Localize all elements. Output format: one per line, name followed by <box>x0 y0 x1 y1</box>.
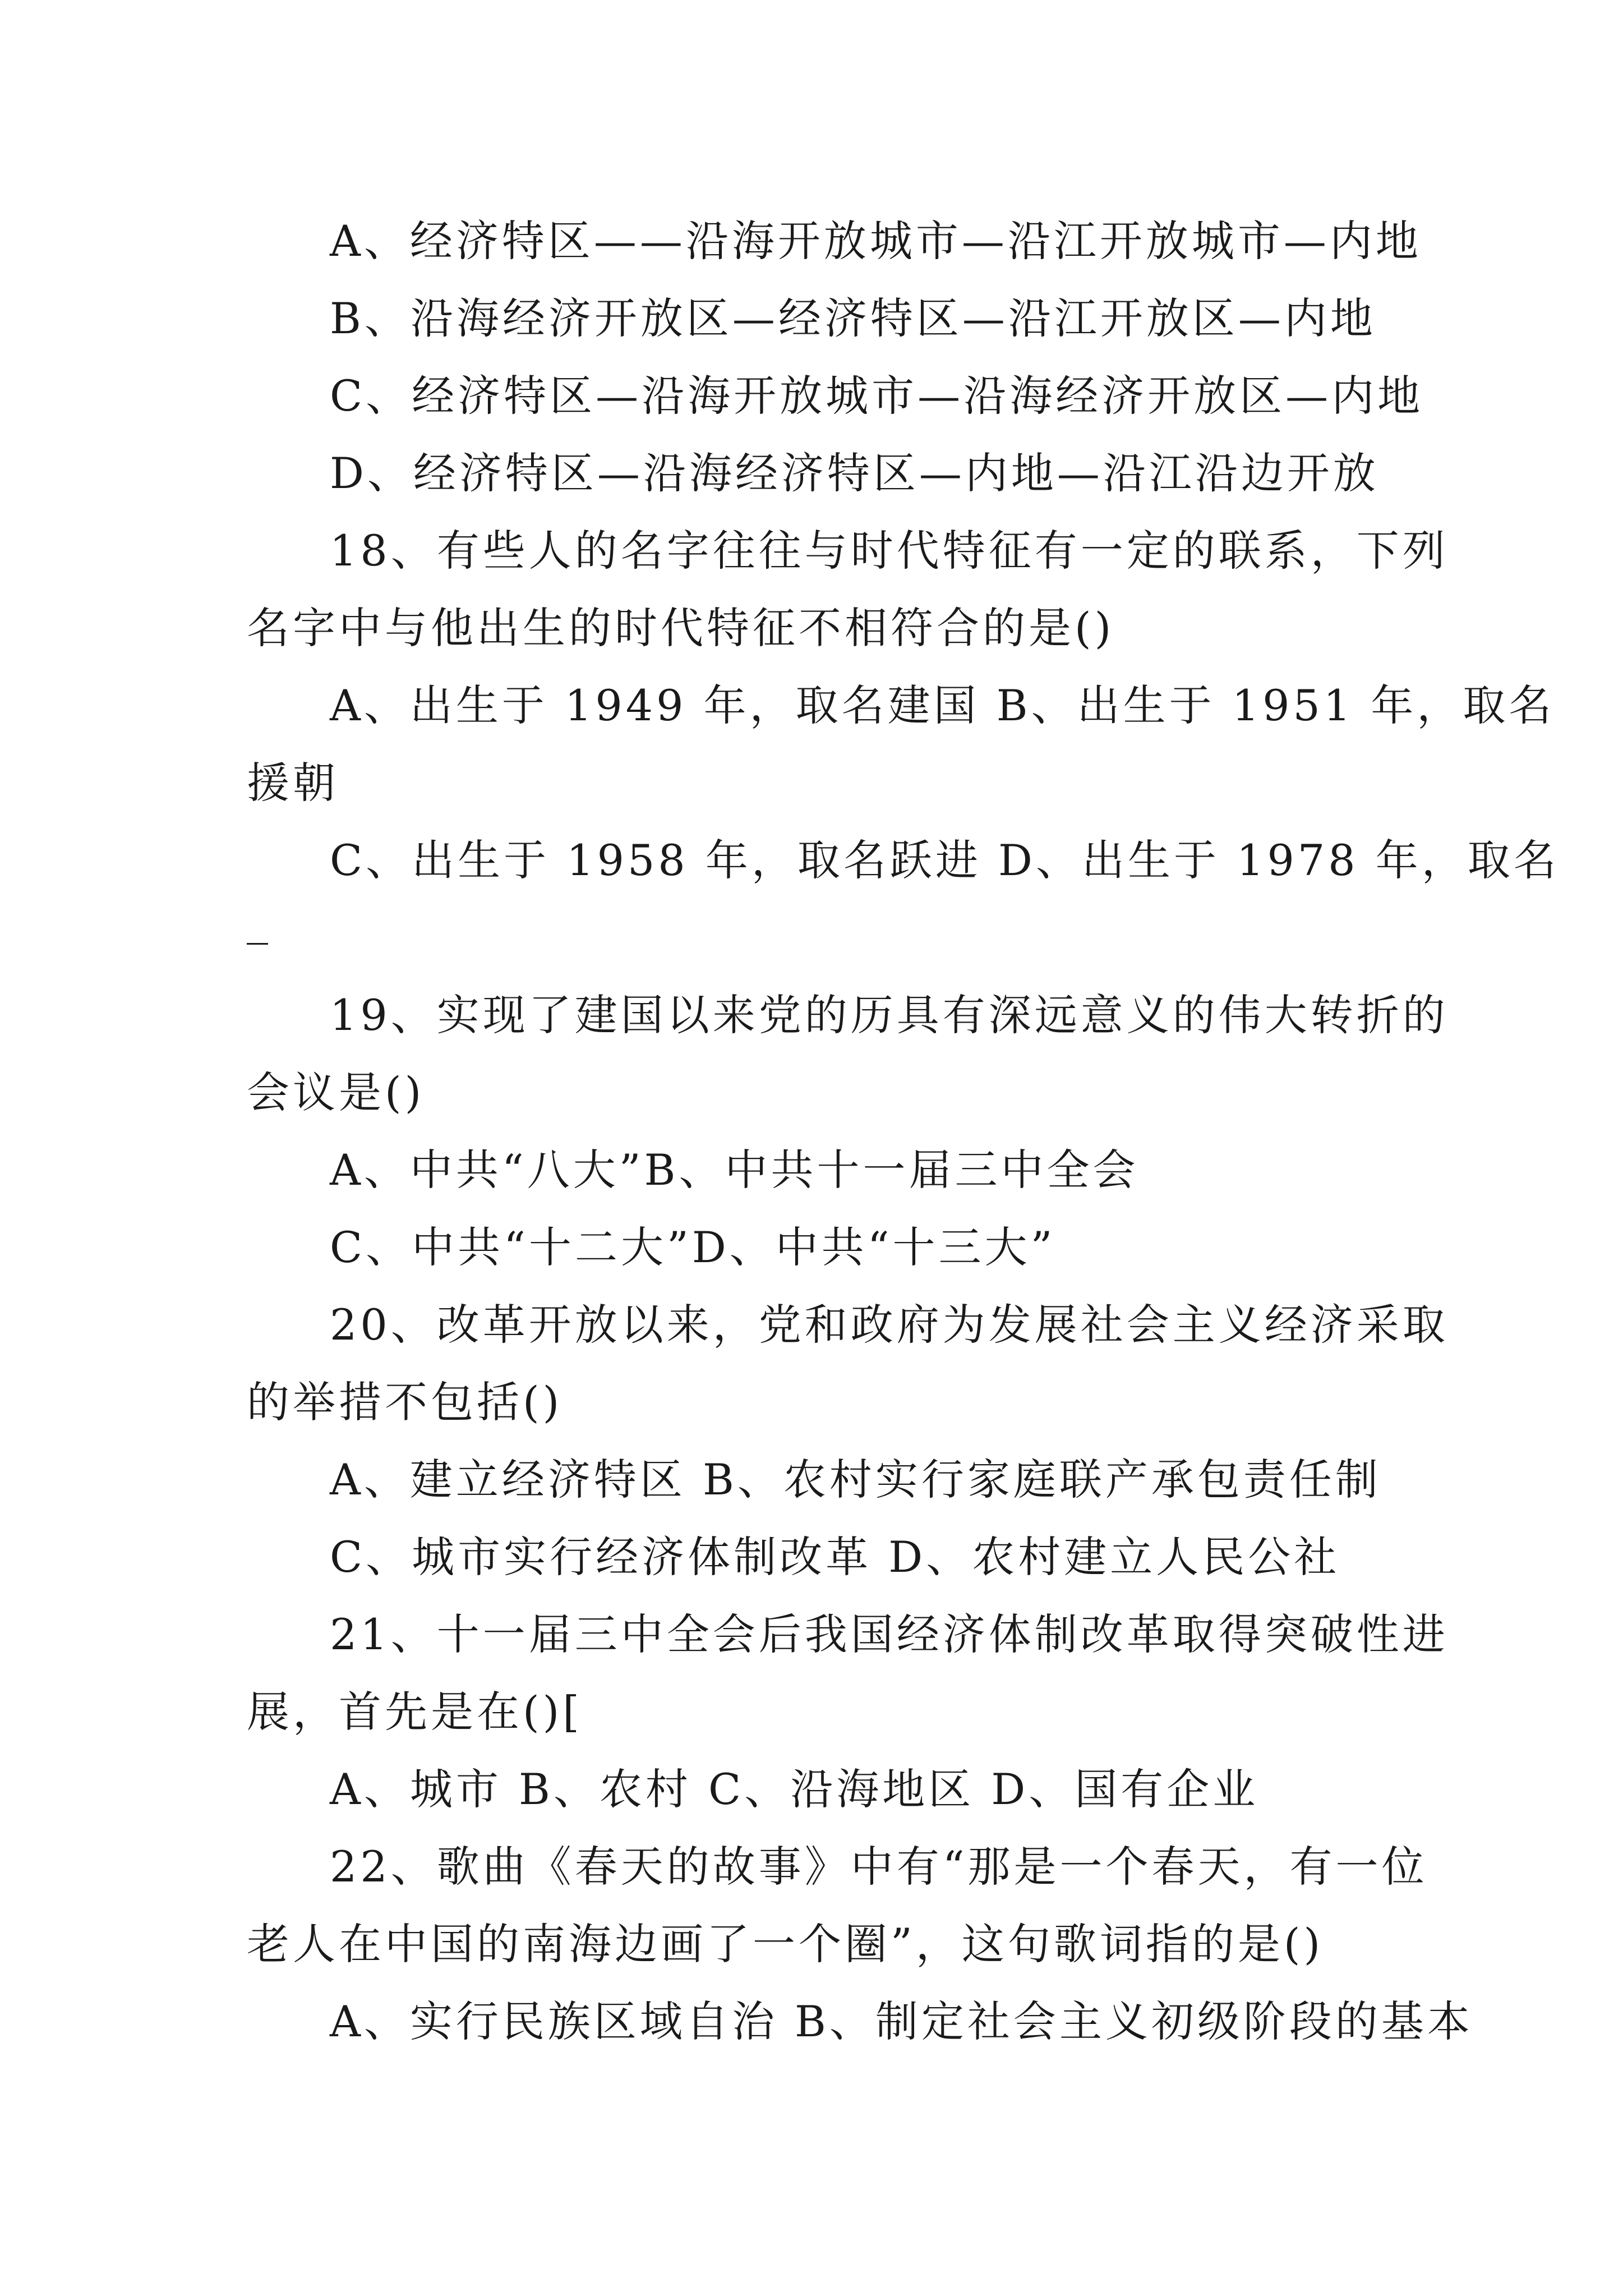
question-21-line-2: 展，首先是在()[ <box>247 1687 583 1737</box>
question-18-line-2: 名字中与他出生的时代特征不相符合的是() <box>247 603 1115 653</box>
question-20-line-1: 20、改革开放以来，党和政府为发展社会主义经济采取 <box>330 1300 1449 1350</box>
option-17b: B、沿海经济开放区—经济特区—沿江开放区—内地 <box>330 293 1376 343</box>
options-19-cd: C、中共“十二大”D、中共“十三大” <box>330 1222 1056 1272</box>
question-20-line-2: 的举措不包括() <box>247 1377 563 1427</box>
options-18-ab: A、出生于 1949 年，取名建国 B、出生于 1951 年，取名 <box>330 680 1555 730</box>
question-18-line-1: 18、有些人的名字往往与时代特征有一定的联系，下列 <box>330 526 1449 576</box>
question-19-line-1: 19、实现了建国以来党的历具有深远意义的伟大转折的 <box>330 990 1449 1040</box>
options-21: A、城市 B、农村 C、沿海地区 D、国有企业 <box>330 1764 1259 1814</box>
option-17d: D、经济特区—沿海经济特区—内地—沿江沿边开放 <box>330 448 1379 498</box>
option-17a: A、经济特区——沿海开放城市—沿江开放城市—内地 <box>330 216 1422 266</box>
options-20-cd: C、城市实行经济体制改革 D、农村建立人民公社 <box>330 1532 1340 1582</box>
option-17c: C、经济特区—沿海开放城市—沿海经济开放区—内地 <box>330 371 1424 421</box>
options-18-cd-cont: _ <box>247 895 271 945</box>
question-22-line-1: 22、歌曲《春天的故事》中有“那是一个春天，有一位 <box>330 1842 1428 1892</box>
options-18-cd: C、出生于 1958 年，取名跃进 D、出生于 1978 年，取名 <box>330 835 1560 885</box>
options-22-ab: A、实行民族区域自治 B、制定社会主义初级阶段的基本 <box>330 1996 1473 2046</box>
options-20-ab: A、建立经济特区 B、农村实行家庭联产承包责任制 <box>330 1455 1381 1504</box>
question-22-line-2: 老人在中国的南海边画了一个圈”，这句歌词指的是() <box>247 1919 1324 1969</box>
question-21-line-1: 21、十一届三中全会后我国经济体制改革取得突破性进 <box>330 1609 1449 1659</box>
question-19-line-2: 会议是() <box>247 1068 425 1117</box>
options-18-ab-cont: 援朝 <box>247 758 339 808</box>
options-19-ab: A、中共“八大”B、中共十一届三中全会 <box>330 1145 1139 1195</box>
